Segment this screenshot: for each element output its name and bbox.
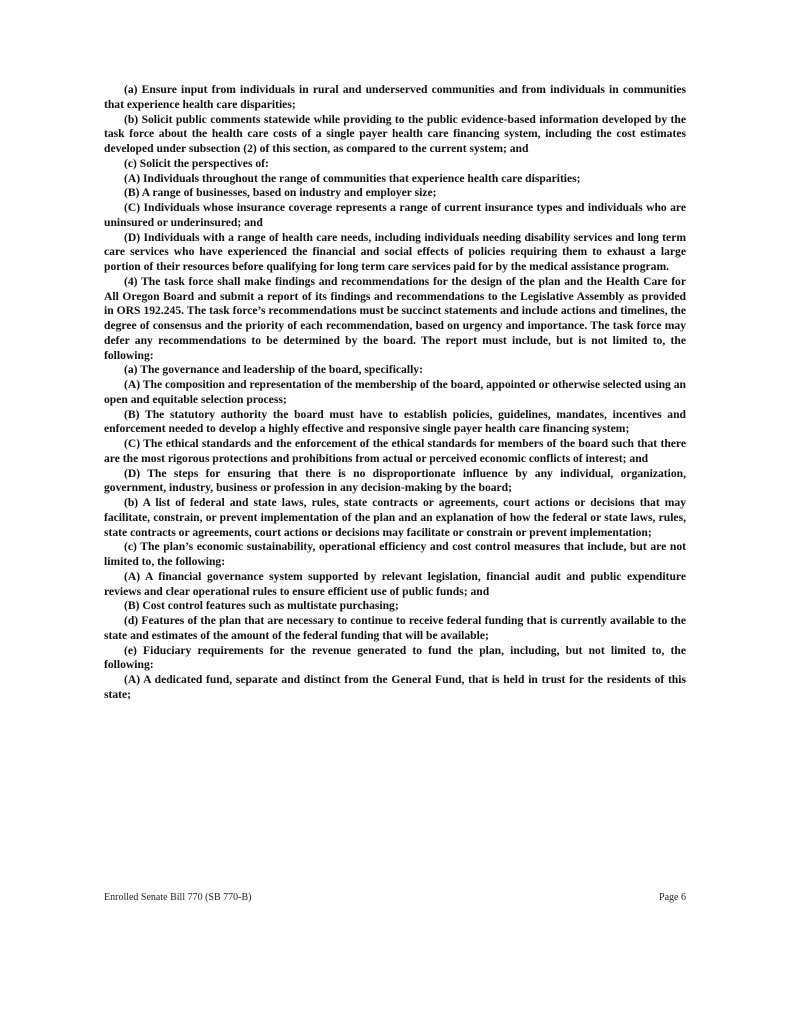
paragraph: (D) The steps for ensuring that there is no disproportionate influence by any individual, organization, government, industry, business or profession in any decision-making by the board;	[104, 466, 686, 495]
paragraph: (a) The governance and leadership of the board, specifically:	[124, 363, 423, 377]
document-body	[104, 83, 686, 703]
paragraph: (b) Solicit public comments statewide while providing to the public evidence-based information developed by the task force about the health care costs of a single payer health care financing system, including the cost estimates developed under subsection (2) of this section, as compared to the current system; and	[104, 112, 686, 155]
paragraph: (A) A dedicated fund, separate and distinct from the General Fund, that is held in trust for the residents of this state;	[104, 673, 686, 701]
paragraph: (c) The plan’s economic sustainability, operational efficiency and cost control measures that include, but are not limited to, the following:	[104, 540, 686, 568]
paragraph: (B) The statutory authority the board must have to establish policies, guidelines, mandates, incentives and enforcement needed to develop a highly effective and responsive single payer health care financing system;	[104, 407, 686, 436]
paragraph: (a) Ensure input from individuals in rural and underserved communities and from individuals in communities that experience health care disparities;	[104, 83, 686, 111]
paragraph: (e) Fiduciary requirements for the revenue generated to fund the plan, including, but not limited to, the following:	[104, 643, 686, 672]
paragraph: (C) Individuals whose insurance coverage represents a range of current insurance types and individuals who are uninsured or underinsured; and	[104, 201, 686, 229]
paragraph: (A) Individuals throughout the range of communities that experience health care disparities;	[124, 171, 581, 185]
paragraph: (A) The composition and representation of the membership of the board, appointed or otherwise selected using an open and equitable selection process;	[104, 378, 686, 406]
paragraph: (b) A list of federal and state laws, rules, state contracts or agreements, court actions or decisions that may facilitate, constrain, or prevent implementation of the plan and an explanation of how the federal or state laws, rules, state contracts or agreements, court actions or decisions may facilitate or constrain or prevent implementation;	[104, 496, 686, 539]
footer-bill-title: Enrolled Senate Bill 770 (SB 770-B)	[104, 892, 252, 903]
page-footer	[104, 892, 686, 903]
paragraph: (B) Cost control features such as multistate purchasing;	[124, 599, 399, 613]
paragraph: (c) Solicit the perspectives of:	[124, 156, 269, 170]
paragraph: (4) The task force shall make findings and recommendations for the design of the plan and the Health Care for All Oregon Board and submit a report of its findings and recommendations to the Legislative Assembly as provided in ORS 192.245. The task force’s recommendations must be succinct statements and include actions and timelines, the degree of consensus and the priority of each recommendation, based on urgency and importance. The task force may defer any recommendations to be determined by the board. The report must include, but is not limited to, the following:	[104, 274, 686, 362]
paragraph: (D) Individuals with a range of health care needs, including individuals needing disability services and long term care services who have experienced the financial and social effects of policies requiring them to exhaust a large portion of their resources before qualifying for long term care services paid for by the medical assistance program.	[104, 230, 686, 273]
paragraph: (d) Features of the plan that are necessary to continue to receive federal funding that is currently available to the state and estimates of the amount of the federal funding that will be available;	[104, 614, 686, 642]
paragraph: (B) A range of businesses, based on industry and employer size;	[124, 186, 437, 200]
footer-page-number: Page 6	[659, 892, 686, 903]
paragraph: (C) The ethical standards and the enforcement of the ethical standards for members of the board such that there are the most rigorous protections and prohibitions from actual or perceived economic conflicts of interest; and	[104, 437, 686, 465]
paragraph: (A) A financial governance system supported by relevant legislation, financial audit and public expenditure reviews and clear operational rules to ensure efficient use of public funds; and	[104, 569, 686, 598]
